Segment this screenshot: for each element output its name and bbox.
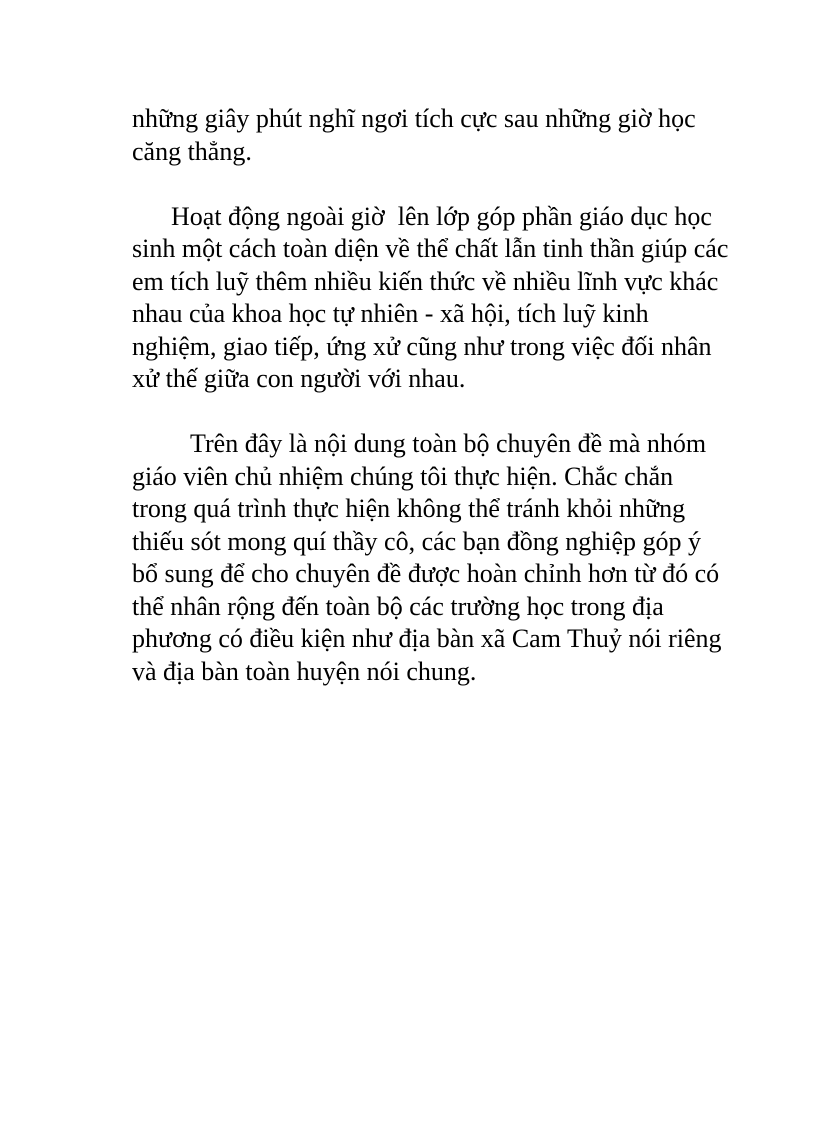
text-line: căng thẳng. xyxy=(132,136,252,166)
text-line: phương có điều kiện như địa bàn xã Cam Thuỷ nói riêng xyxy=(132,624,722,653)
paragraph-spacer xyxy=(132,396,752,429)
text-line: nghiệm, giao tiếp, ứng xử cũng như trong việc đối nhân xyxy=(132,331,712,361)
body-text xyxy=(132,103,752,688)
paragraph-closing-fragment xyxy=(132,103,752,168)
text-line: em tích luỹ thêm nhiều kiến thức về nhiều lĩnh vực khác xyxy=(132,266,719,296)
text-line: giáo viên chủ nhiệm chúng tôi thực hiện. Chắc chắn xyxy=(132,461,674,491)
text-line: và địa bàn toàn huyện nói chung. xyxy=(132,656,477,686)
text-line: thiếu sót mong quí thầy cô, các bạn đồng nghiệp góp ý xyxy=(132,526,702,556)
text-line: những giây phút nghĩ ngơi tích cực sau những giờ học xyxy=(132,104,696,133)
paragraph-spacer xyxy=(132,168,752,201)
paragraph-extracurricular-benefits xyxy=(132,201,752,396)
text-line: sinh một cách toàn diện về thể chất lẫn tinh thần giúp các xyxy=(132,234,729,263)
text-line: nhau của khoa học tự nhiên - xã hội, tích luỹ kinh xyxy=(132,299,649,328)
text-line: bổ sung để cho chuyên đề được hoàn chỉnh hơn từ đó có xyxy=(132,559,720,588)
text-line: trong quá trình thực hiện không thể tránh khỏi những xyxy=(132,494,686,523)
text-line: Hoạt động ngoài giờ lên lớp góp phần giáo dục học xyxy=(132,201,712,231)
text-line: Trên đây là nội dung toàn bộ chuyên đề mà nhóm xyxy=(132,429,707,458)
paragraph-conclusion xyxy=(132,428,752,688)
text-line: thể nhân rộng đến toàn bộ các trường học trong địa xyxy=(132,591,664,621)
text-line: xử thế giữa con người với nhau. xyxy=(132,364,466,393)
